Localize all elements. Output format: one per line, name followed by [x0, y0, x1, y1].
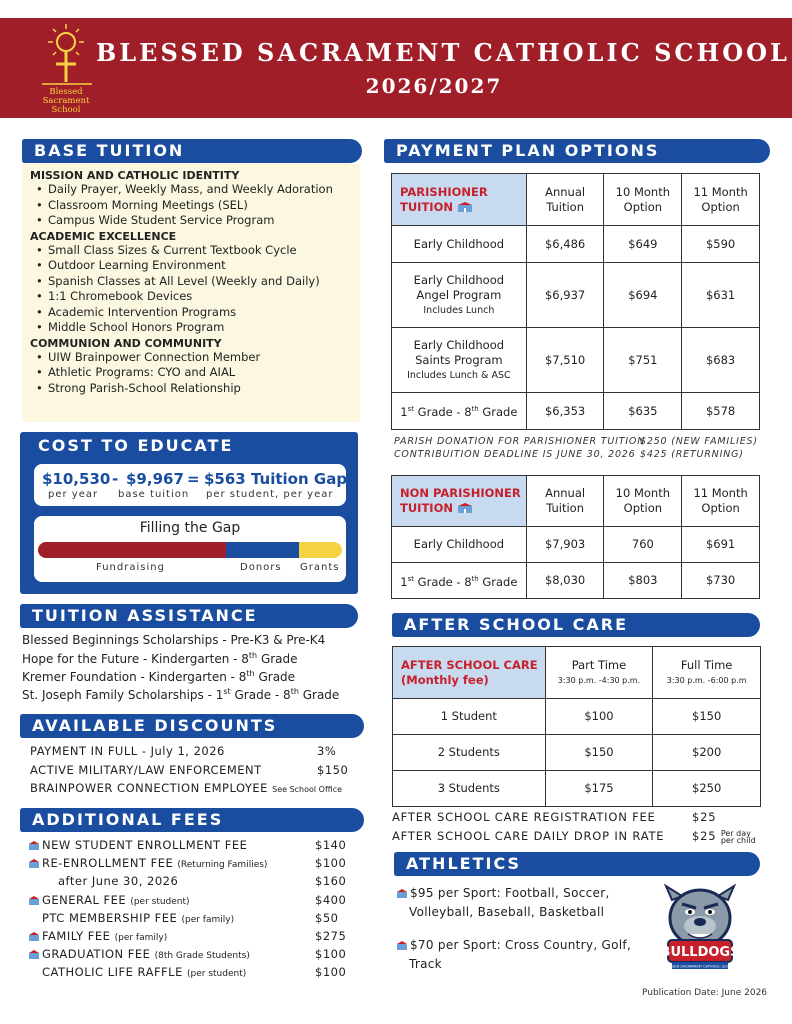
fee-value: $100	[315, 856, 347, 871]
school-icon	[28, 859, 40, 868]
grade-text: Grade	[478, 404, 518, 419]
table-row	[392, 527, 760, 563]
payment-plan-title: PAYMENT PLAN OPTIONS	[384, 139, 770, 163]
superscript: th	[290, 687, 299, 696]
donation-returning: $425 (RETURNING)	[640, 449, 744, 460]
base-label: base tuition	[118, 489, 190, 500]
gap-amount: $563 Tuition Gap	[204, 470, 348, 488]
row-label	[392, 393, 527, 430]
table-cell: $8,030	[526, 563, 604, 599]
dropin-rate-row	[392, 828, 756, 845]
fee-label: GRADUATION FEE	[42, 947, 151, 962]
non-parishioner-header	[392, 476, 527, 527]
discount-value: 3%	[317, 744, 337, 758]
row-name: Early Childhood Saints Program	[413, 337, 505, 367]
list-item: • Daily Prayer, Weekly Mass, and Weekly Adoration	[30, 182, 352, 198]
row-label	[392, 328, 527, 393]
publication-date: Publication Date: June 2026	[642, 988, 768, 998]
school-icon	[28, 841, 40, 850]
donors-label: Donors	[240, 562, 282, 573]
superscript: st	[223, 687, 231, 696]
table-cell: $694	[604, 263, 682, 328]
row-label: 2 Students	[393, 735, 546, 771]
fee-value: $400	[315, 892, 347, 907]
discount-row	[30, 763, 364, 777]
assistance-text: St. Joseph Family Scholarships - 1	[22, 688, 224, 702]
fee-value: $160	[315, 874, 347, 889]
list-item: • Academic Intervention Programs	[30, 305, 352, 321]
registration-label: AFTER SCHOOL CARE REGISTRATION FEE	[392, 810, 656, 824]
row-label: Early Childhood	[392, 527, 527, 563]
assistance-line	[22, 633, 325, 647]
table-row	[392, 563, 760, 599]
cost-amount: $10,530	[42, 470, 111, 488]
fee-label: CATHOLIC LIFE RAFFLE	[42, 965, 183, 980]
fee-note: (8th Grade Students)	[154, 951, 250, 962]
athletics-text: Track	[409, 957, 442, 971]
fee-value: $50	[315, 910, 339, 925]
fee-note: (per student)	[187, 969, 247, 980]
table-cell: $7,903	[526, 527, 604, 563]
gap-segment-donors	[226, 542, 299, 558]
fee-label: RE-ENROLLMENT FEE	[42, 856, 174, 871]
list-item: • Small Class Sizes & Current Textbook Cycle	[30, 243, 352, 259]
dropin-value-wrap	[692, 829, 756, 844]
column-header: 11 Month Option	[682, 174, 760, 226]
row-label	[392, 563, 527, 599]
mascot-subtext: BLESSED SACRAMENT CATHOLIC SCHOOL	[663, 964, 737, 969]
discount-label: BRAINPOWER CONNECTION EMPLOYEE	[30, 781, 268, 795]
logo-text-1: Blessed	[49, 87, 83, 97]
table-label: NON PARISHIONER TUITION	[400, 486, 521, 515]
assistance-text: Blessed Beginnings Scholarships - Pre-K3 & Pre-K4	[22, 633, 326, 647]
assistance-text: Grade - 8	[230, 688, 291, 702]
parishioner-table	[391, 173, 760, 430]
table-cell: $7,510	[526, 328, 604, 393]
fee-row	[28, 911, 358, 925]
grade-text: Grade - 8	[414, 404, 472, 419]
school-icon	[457, 503, 473, 513]
table-cell: $631	[682, 263, 760, 328]
filling-gap-panel	[34, 516, 346, 582]
discount-value: $150	[317, 763, 349, 777]
dropin-label: AFTER SCHOOL CARE DAILY DROP IN RATE	[392, 829, 665, 843]
logo-text-2: Sacrament	[42, 96, 90, 106]
table-row	[393, 771, 761, 807]
table-cell: $635	[604, 393, 682, 430]
list-item: • Spanish Classes at All Level (Weekly and Daily)	[30, 274, 352, 290]
table-row	[392, 263, 760, 328]
table-cell: $803	[604, 563, 682, 599]
row-label: 3 Students	[393, 771, 546, 807]
row-label: 1 Student	[393, 699, 546, 735]
base-tuition-title: BASE TUITION	[22, 139, 362, 163]
row-sub: Includes Lunch & ASC	[407, 369, 511, 381]
discount-label: ACTIVE MILITARY/LAW ENFORCEMENT	[30, 763, 262, 777]
table-cell: $100	[545, 699, 653, 735]
cost-to-educate-panel	[20, 432, 358, 594]
table-row	[392, 328, 760, 393]
dropin-note-2: per child	[720, 835, 756, 845]
fee-row	[28, 893, 358, 907]
donation-new-families: $250 (NEW FAMILIES)	[640, 436, 758, 447]
superscript: th	[471, 574, 479, 583]
row-label	[392, 263, 527, 328]
fee-note: (per family)	[114, 933, 168, 943]
superscript: st	[407, 574, 415, 583]
school-logo-icon	[38, 20, 98, 116]
gap-segment-fundraising	[38, 542, 226, 558]
gap-bar	[38, 542, 342, 558]
category-heading: ACADEMIC EXCELLENCE	[30, 229, 177, 243]
category-heading: COMMUNION AND COMMUNITY	[30, 336, 222, 350]
table-row	[393, 699, 761, 735]
list-item: • Campus Wide Student Service Program	[30, 213, 352, 229]
table-cell: $250	[653, 771, 761, 807]
after-school-title: AFTER SCHOOL CARE	[392, 613, 760, 637]
row-sub: Includes Lunch	[423, 304, 495, 316]
row-label: Early Childhood	[392, 226, 527, 263]
assistance-text: Grade	[298, 688, 340, 702]
dropin-value: $25	[692, 829, 717, 843]
school-icon	[457, 202, 473, 212]
row-name: Early Childhood Angel Program	[413, 272, 505, 302]
category-heading: MISSION AND CATHOLIC IDENTITY	[30, 169, 240, 182]
equals-sign: =	[187, 470, 200, 488]
minus-sign: -	[112, 470, 119, 488]
table-cell: $6,486	[526, 226, 604, 263]
school-icon	[28, 896, 40, 905]
after-school-table	[392, 646, 761, 807]
cost-label: per year	[48, 489, 99, 500]
school-year: 2026/2027	[365, 74, 503, 98]
table-cell: $200	[653, 735, 761, 771]
table-label: PARISHIONER TUITION	[400, 184, 488, 214]
registration-fee-row	[392, 810, 717, 824]
fee-note: (per student)	[130, 896, 190, 907]
discount-row	[30, 744, 364, 758]
superscript: st	[407, 405, 415, 414]
column-name: Part Time	[571, 657, 627, 672]
grants-label: Grants	[300, 562, 340, 573]
fee-row	[28, 947, 358, 961]
discounts-title: AVAILABLE DISCOUNTS	[20, 714, 364, 738]
gap-label: per student, per year	[206, 489, 334, 500]
assistance-text: Hope for the Future - Kindergarten - 8	[22, 652, 249, 666]
list-item: • Outdoor Learning Environment	[30, 258, 352, 274]
table-cell: $751	[604, 328, 682, 393]
fee-row	[28, 838, 358, 852]
tuition-assistance-title: TUITION ASSISTANCE	[20, 604, 358, 628]
column-time: 3:30 p.m. -4:30 p.m.	[557, 675, 641, 685]
superscript: th	[246, 669, 255, 678]
registration-value: $25	[692, 810, 717, 824]
column-header: Annual Tuition	[526, 476, 604, 527]
table-cell: $150	[653, 699, 761, 735]
assistance-text: Grade	[257, 652, 298, 666]
table-cell: $691	[682, 527, 760, 563]
discount-note: See School Office	[272, 785, 343, 794]
athletics-line	[396, 936, 631, 974]
athletics-text: $70 per Sport: Cross Country, Golf,	[410, 938, 632, 952]
athletics-line	[396, 884, 610, 922]
assistance-line	[22, 651, 298, 666]
table-cell: 760	[604, 527, 682, 563]
superscript: th	[471, 405, 479, 414]
list-item: • Classroom Morning Meetings (SEL)	[30, 198, 352, 214]
athletics-title: ATHLETICS	[394, 852, 760, 876]
fee-label: after June 30, 2026	[58, 874, 179, 889]
fee-value: $100	[315, 965, 347, 980]
fee-note: (Returning Families)	[177, 860, 268, 871]
list-item: • Strong Parish-School Relationship	[30, 381, 352, 397]
table-cell: $590	[682, 226, 760, 263]
table-cell: $649	[604, 226, 682, 263]
column-header	[653, 647, 761, 699]
school-icon	[396, 941, 408, 950]
table-cell: $6,353	[526, 393, 604, 430]
grade-text: Grade - 8	[414, 574, 472, 589]
parishioner-header	[392, 174, 527, 226]
base-amount: $9,967	[126, 470, 184, 488]
school-icon	[28, 932, 40, 941]
header-banner	[0, 18, 792, 118]
column-name: Full Time	[680, 657, 733, 672]
grade-text: 1	[400, 574, 408, 589]
fee-label: GENERAL FEE	[42, 892, 127, 907]
discount-row	[30, 781, 364, 795]
donation-note-line2: CONTRIBUITION DEADLINE IS JUNE 30, 2026	[394, 449, 636, 460]
school-icon	[28, 950, 40, 959]
additional-fees-title: ADDITIONAL FEES	[20, 808, 364, 832]
table-row	[392, 393, 760, 430]
school-icon	[396, 889, 408, 898]
base-tuition-list	[22, 164, 360, 422]
fee-label: FAMILY FEE	[42, 929, 111, 943]
donation-note-line1: PARISH DONATION FOR PARISHIONER TUITION	[394, 436, 646, 447]
grade-text: Grade	[478, 574, 518, 589]
after-school-header: AFTER SCHOOL CARE (Monthly fee)	[393, 647, 546, 699]
filling-gap-title: Filling the Gap	[139, 520, 241, 536]
fee-label: PTC MEMBERSHIP FEE	[42, 910, 178, 925]
fee-row	[28, 965, 358, 979]
mascot-text: BULLDOGS	[660, 945, 740, 960]
table-row	[392, 226, 760, 263]
table-row	[393, 735, 761, 771]
cost-to-educate-title: COST TO EDUCATE	[38, 436, 234, 455]
superscript: th	[248, 651, 258, 660]
athletics-text: Volleyball, Baseball, Basketball	[409, 905, 605, 919]
fee-note: (per family)	[181, 914, 235, 925]
column-time: 3:30 p.m. -6:00 p.m	[666, 675, 747, 685]
column-header: 10 Month Option	[604, 476, 682, 527]
assistance-line	[22, 669, 295, 684]
fee-value: $275	[315, 929, 347, 943]
fundraising-label: Fundraising	[96, 562, 165, 573]
table-cell: $6,937	[526, 263, 604, 328]
list-item: • 1:1 Chromebook Devices	[30, 289, 352, 305]
school-name: BLESSED SACRAMENT CATHOLIC SCHOOL	[96, 38, 790, 67]
assistance-text: Kremer Foundation - Kindergarten - 8	[22, 670, 247, 684]
table-cell: $175	[545, 771, 653, 807]
fee-row	[28, 929, 358, 943]
list-item: • Middle School Honors Program	[30, 320, 352, 336]
table-cell: $730	[682, 563, 760, 599]
column-header: 10 Month Option	[604, 174, 682, 226]
table-cell: $683	[682, 328, 760, 393]
fee-row	[28, 856, 358, 870]
fee-row	[28, 874, 358, 888]
list-item: • Athletic Programs: CYO and AIAL	[30, 365, 352, 381]
grade-text: 1	[400, 404, 408, 419]
column-header	[545, 647, 653, 699]
fee-value: $140	[315, 838, 347, 852]
dropin-note	[721, 830, 756, 844]
table-cell: $578	[682, 393, 760, 430]
column-header: 11 Month Option	[682, 476, 760, 527]
fee-value: $100	[315, 947, 347, 962]
bulldog-mascot-icon	[652, 882, 748, 978]
assistance-line	[22, 687, 339, 702]
non-parishioner-table	[391, 475, 760, 599]
table-cell: $150	[545, 735, 653, 771]
gap-segment-grants	[299, 542, 342, 558]
logo-text-3: School	[51, 105, 81, 115]
list-item: • UIW Brainpower Connection Member	[30, 350, 352, 366]
column-header: Annual Tuition	[526, 174, 604, 226]
assistance-text: Grade	[254, 670, 296, 684]
athletics-text: $95 per Sport: Football, Soccer,	[410, 886, 610, 900]
fee-label: NEW STUDENT ENROLLMENT FEE	[42, 838, 248, 852]
discount-label: PAYMENT IN FULL - July 1, 2026	[30, 744, 225, 758]
cost-equation	[34, 464, 346, 506]
dropin-note-1: Per day	[720, 828, 751, 838]
